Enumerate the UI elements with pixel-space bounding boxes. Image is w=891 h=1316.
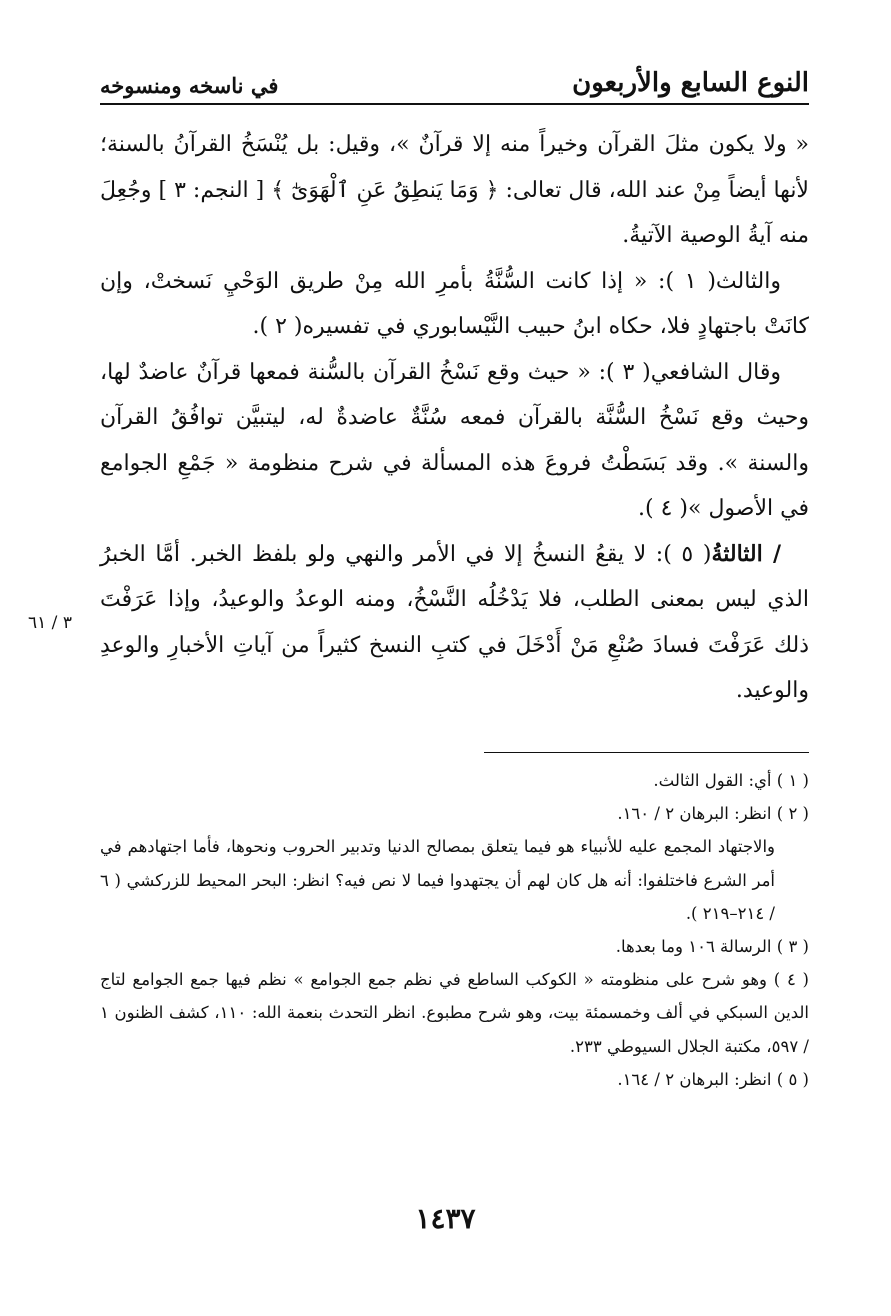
margin-reference: ٣ / ٦١ xyxy=(28,613,72,633)
paragraph-2: والثالث( ١ ): « إذا كانت السُّنَّةُ بأمرِ الله مِنْ طريق الوَحْيِ نَسختْ، وإن كانَتْ باجتهادٍ فلا، حكاه ابنُ حبيب النَّيْسابوري في تفسيره( ٢ ). xyxy=(100,268,809,339)
footnote-1: ( ١ ) أي: القول الثالث. xyxy=(653,771,809,790)
page-number: ١٤٣٧ xyxy=(415,1202,476,1235)
footnote-2-continuation: والاجتهاد المجمع عليه للأنبياء هو فيما يتعلق بمصالح الدنيا وتدبير الحروب ونحوها، فأما اجتهادهم في أمر الشرع فاختلفوا: أنه هل كان لهم أن يجتهدوا فيما لا نص فيه؟ انظر: البحر المحيط للزركشي ( ٦ / ٢١٤–٢١٩ ). xyxy=(100,837,776,923)
chapter-title: النوع السابع والأربعون xyxy=(572,68,809,98)
paragraph-3: وقال الشافعي( ٣ ): « حيث وقع نَسْخُ القرآن بالسُّنة فمعها قرآنٌ عاضدٌ لها، وحيث وقع نَسْخُ السُّنَّة بالقرآن فمعه سُنَّةٌ عاضدةٌ له، ليتبيَّن توافُقُ القرآن والسنة ». وقد بَسَطْتُ فروعَ هذه المسألة في شرح منظومة « جَمْعِ الجوامع في الأصول »( ٤ ). xyxy=(100,359,809,521)
running-header xyxy=(100,58,809,98)
paragraph-4-ref: ( ٥ ) xyxy=(663,541,712,567)
main-text xyxy=(100,122,809,714)
footnote-divider xyxy=(484,752,809,753)
paragraph-1: « ولا يكون مثلَ القرآن وخيراً منه إلا قرآنٌ »، وقيل: بل يُنْسَخُ القرآنُ بالسنة؛ لأنها أيضاً مِنْ عند الله، قال تعالى: ﴿ وَمَا يَنطِقُ عَنِ ٱلْهَوَىٰٓ ﴾ [ النجم: ٣ ] وجُعِلَ منه آيةُ الوصية الآتيةُ. xyxy=(100,132,809,248)
footnote-4: ( ٤ ) وهو شرح على منظومته « الكوكب الساطع في نظم جمع الجوامع » نظم فيها جمع الجوامع لتاج الدين السبكي في ألف وخمسمئة بيت، وهو شرح مطبوع. انظر التحدث بنعمة الله: ١١٠، كشف الظنون ١ / ٥٩٧، مكتبة الجلال السيوطي ٢٣٣. xyxy=(100,970,810,1056)
paragraph-4-lead: / الثالثةُ xyxy=(711,540,782,567)
section-subtitle: في ناسخه ومنسوخه xyxy=(100,73,279,98)
header-divider xyxy=(100,103,809,105)
paragraph-4 xyxy=(100,532,809,714)
footnote-5: ( ٥ ) انظر: البرهان ٢ / ١٦٤. xyxy=(617,1069,809,1089)
footnote-3: ( ٣ ) الرسالة ١٠٦ وما بعدها. xyxy=(615,937,809,957)
footnotes xyxy=(100,764,809,1096)
paragraph-4-text: : لا يقعُ النسخُ إلا في الأمر والنهي ولو بلفظ الخبر. أمَّا الخبرُ الذي ليس بمعنى الطلب، فلا يَدْخُلُه النَّسْخُ، ومنه الوعدُ والوعيدُ، وإذا عَرَفْتَ ذلك عَرَفْتَ فسادَ صُنْعِ مَنْ أَدْخَلَ في كتبِ النسخ كثيراً من آياتِ الأخبارِ والوعدِ والوعيد. xyxy=(100,541,809,703)
footnote-2: ( ٢ ) انظر: البرهان ٢ / ١٦٠. xyxy=(617,804,809,824)
